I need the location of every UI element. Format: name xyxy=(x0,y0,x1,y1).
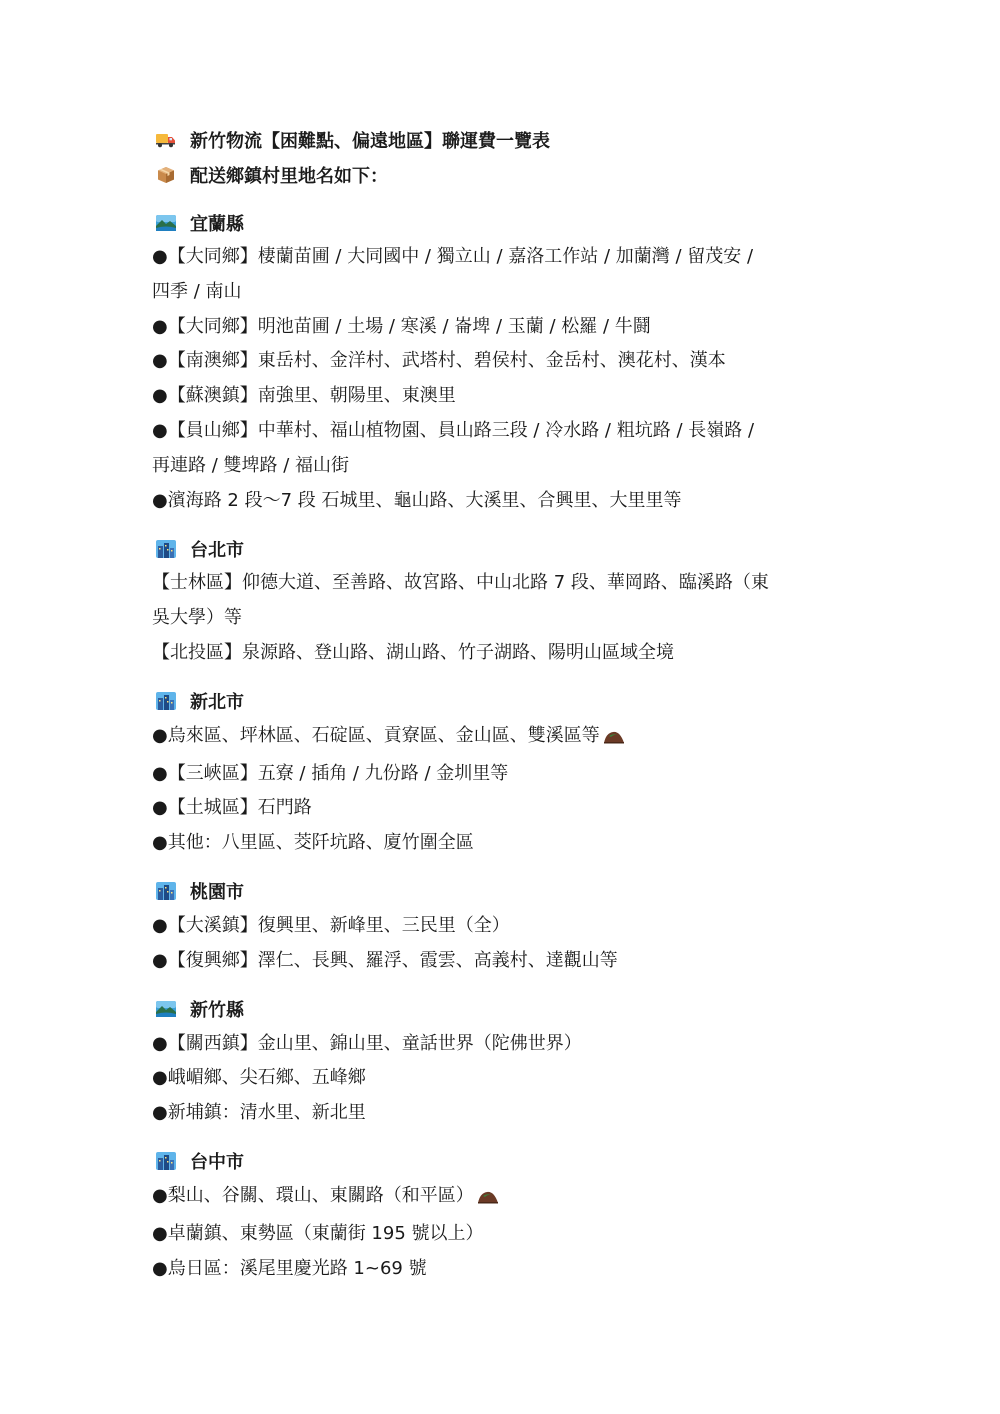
section-new-taipei xyxy=(152,684,852,861)
list-item: ●烏日區：溪尾里慶光路 1~69 號 xyxy=(152,1257,427,1279)
section-title: 新竹縣 xyxy=(190,1000,244,1022)
section-hsinchu xyxy=(152,992,852,1131)
list-item: ●濱海路 2 段～7 段 石城里、龜山路、大溪里、合興里、大里里等 xyxy=(152,489,682,511)
list-item: 【北投區】泉源路、登山路、湖山路、竹子湖路、陽明山區域全境 xyxy=(152,641,674,663)
list-item: ●【大溪鎮】復興里、新峰里、三民里（全） xyxy=(152,914,510,936)
section-heading xyxy=(152,1144,852,1179)
section-heading xyxy=(152,684,852,719)
package-icon xyxy=(156,166,176,184)
list-item: 吳大學）等 xyxy=(152,607,242,629)
delivery-truck-icon xyxy=(156,131,176,149)
cityscape-icon xyxy=(156,1152,176,1170)
section-heading xyxy=(152,874,852,909)
list-item: ●【復興鄉】澤仁、長興、羅浮、霞雲、高義村、達觀山等 xyxy=(152,949,618,971)
section-taoyuan xyxy=(152,874,852,979)
list-item-text: ●烏來區、坪林區、石碇區、貢寮區、金山區、雙溪區等 xyxy=(152,724,600,746)
list-item: ●【土城區】石門路 xyxy=(152,797,312,819)
section-title: 台中市 xyxy=(190,1152,244,1174)
list-item: ●【南澳鄉】東岳村、金洋村、武塔村、碧侯村、金岳村、澳花村、漢本 xyxy=(152,350,726,372)
section-yilan xyxy=(152,205,852,518)
section-title: 宜蘭縣 xyxy=(190,213,244,235)
cityscape-icon xyxy=(156,692,176,710)
landscape-icon xyxy=(156,214,176,232)
mountain-icon xyxy=(603,722,625,757)
section-title: 台北市 xyxy=(190,539,244,561)
subtitle-text: 配送鄉鎮村里地名如下： xyxy=(190,165,388,187)
section-heading xyxy=(152,205,852,240)
list-item: 再連路 / 雙埤路 / 福山街 xyxy=(152,454,350,476)
cityscape-icon xyxy=(156,540,176,558)
section-taichung xyxy=(152,1144,852,1286)
list-item xyxy=(152,1179,852,1217)
landscape-icon xyxy=(156,1000,176,1018)
section-taipei xyxy=(152,531,852,670)
list-item-text: ●梨山、谷關、環山、東關路（和平區） xyxy=(152,1184,474,1206)
list-item: ●新埔鎮：清水里、新北里 xyxy=(152,1102,366,1124)
list-item: ●卓蘭鎮、東勢區（東蘭街 195 號以上） xyxy=(152,1222,484,1244)
cityscape-icon xyxy=(156,882,176,900)
document-content xyxy=(152,122,852,1286)
list-item: 【士林區】仰德大道、至善路、故宮路、中山北路 7 段、華岡路、臨溪路（東 xyxy=(152,572,769,594)
list-item: ●【大同鄉】棲蘭苗圃 / 大同國中 / 獨立山 / 嘉洛工作站 / 加蘭灣 / 留茂安 / xyxy=(152,246,754,267)
list-item: ●【三峽區】五寮 / 插角 / 九份路 / 金圳里等 xyxy=(152,762,509,784)
list-item: 四季 / 南山 xyxy=(152,280,242,302)
title-text: 新竹物流【困難點、偏遠地區】聯運費一覽表 xyxy=(190,130,550,152)
section-heading xyxy=(152,992,852,1027)
section-title: 新北市 xyxy=(190,692,244,714)
list-item xyxy=(152,719,852,757)
mountain-icon xyxy=(477,1182,499,1217)
section-title: 桃園市 xyxy=(190,882,244,904)
list-item: ●【關西鎮】金山里、錦山里、童話世界（陀佛世界） xyxy=(152,1032,582,1054)
list-item: ●【大同鄉】明池苗圃 / 土場 / 寒溪 / 崙埤 / 玉蘭 / 松羅 / 牛鬪 xyxy=(152,315,651,337)
list-item: ●峨嵋鄉、尖石鄉、五峰鄉 xyxy=(152,1067,366,1089)
list-item: ●其他：八里區、茭阡坑路、廈竹圍全區 xyxy=(152,832,474,854)
document-subtitle xyxy=(152,157,852,192)
list-item: ●【蘇澳鎮】南強里、朝陽里、東澳里 xyxy=(152,385,456,407)
list-item: ●【員山鄉】中華村、福山植物園、員山路三段 / 冷水路 / 粗坑路 / 長嶺路 / xyxy=(152,419,755,441)
document-title xyxy=(152,122,852,157)
section-heading xyxy=(152,531,852,566)
